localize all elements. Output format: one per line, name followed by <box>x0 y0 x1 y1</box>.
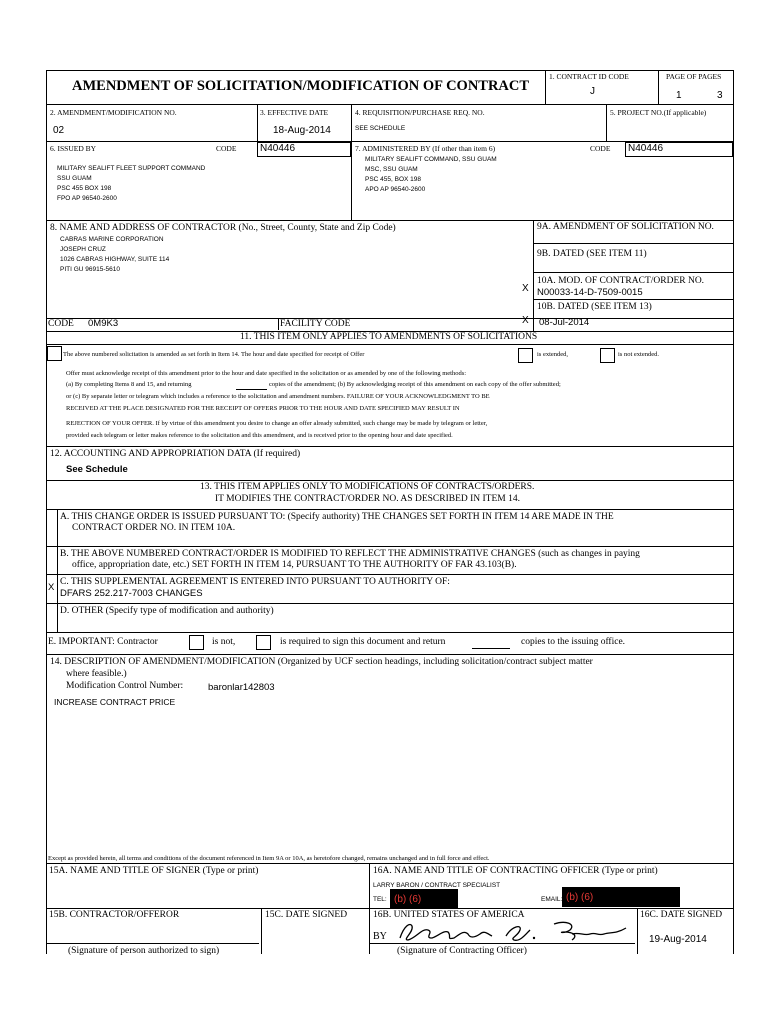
rule <box>46 220 734 221</box>
rule <box>46 344 734 345</box>
address-line: FPO AP 96540-2600 <box>57 195 117 202</box>
rule <box>545 70 546 104</box>
administered-by-code: N40446 <box>625 142 733 157</box>
mod-contract-label: 10A. MOD. OF CONTRACT/ORDER NO. <box>537 276 705 286</box>
section-11-para6: provided each telegram or letter makes reference to the solicitation and this amendment, and is received prior to the opening hour and date specified. <box>66 432 453 439</box>
rule <box>46 654 734 655</box>
rule <box>46 318 734 319</box>
section-11-para3: or (c) By separate letter or telegram which includes a reference to the solicitation and amendment numbers. FAILURE OF YOUR ACKNOWLEDGMENT TO BE <box>66 393 490 400</box>
project-no-label: 5. PROJECT NO.(If applicable) <box>610 108 707 117</box>
section-11-para2a: (a) By completing Items 8 and 15, and returning <box>66 381 192 388</box>
rule <box>46 104 734 105</box>
important-label: E. IMPORTANT: Contractor <box>48 637 158 647</box>
address-line: MILITARY SEALIFT COMMAND, SSU GUAM <box>365 156 497 163</box>
section-11-para5: REJECTION OF YOUR OFFER. If by virtue of this amendment you desire to change an offer already submitted, such change may be made by telegram or letter, <box>66 420 488 427</box>
address-line: 1026 CABRAS HIGHWAY, SUITE 114 <box>60 256 170 263</box>
signature-person-caption: (Signature of person authorized to sign) <box>68 946 220 955</box>
section-13b-line2: office, appropriation date, etc.) SET FORTH IN ITEM 14, PURSUANT TO THE AUTHORITY OF FAR 43.103(B). <box>72 560 517 570</box>
rule <box>261 908 262 954</box>
rule <box>46 603 734 604</box>
officer-date-signed-value: 19-Aug-2014 <box>649 934 707 945</box>
rule <box>533 272 734 273</box>
amendment-no-label: 2. AMENDMENT/MODIFICATION NO. <box>50 108 177 117</box>
accounting-label: 12. ACCOUNTING AND APPROPRIATION DATA (If required) <box>50 449 301 459</box>
is-not-checkbox[interactable] <box>189 635 204 650</box>
section-13a-line1: A. THIS CHANGE ORDER IS ISSUED PURSUANT TO: (Specify authority) THE CHANGES SET FORTH IN ITEM 14 ARE MADE IN THE <box>60 512 614 522</box>
page-number: 1 <box>676 90 682 101</box>
officer-date-signed-label: 16C. DATE SIGNED <box>640 910 723 920</box>
signature-officer-caption: (Signature of Contracting Officer) <box>397 946 527 955</box>
address-line: MSC, SSU GUAM <box>365 166 418 173</box>
is-required-label: is required to sign this document and return <box>280 637 446 647</box>
rule <box>46 446 734 447</box>
contracting-officer-name: LARRY BARON / CONTRACT SPECIALIST <box>373 882 501 889</box>
form-border-left <box>46 70 47 954</box>
rule <box>637 908 638 954</box>
contractor-offeror-label: 15B. CONTRACTOR/OFFEROR <box>49 910 180 920</box>
address-line: SSU GUAM <box>57 175 92 182</box>
address-line: JOSEPH CRUZ <box>60 246 106 253</box>
rule <box>46 632 734 633</box>
mod-control-number: baronlar142803 <box>208 682 275 693</box>
section-13d-line: D. OTHER (Specify type of modification and authority) <box>60 606 274 616</box>
facility-code-label: FACILITY CODE <box>280 319 351 329</box>
requisition-value: SEE SCHEDULE <box>355 125 406 132</box>
section-13c-mark[interactable]: X <box>48 582 55 593</box>
is-required-checkbox[interactable] <box>256 635 271 650</box>
address-line: PSC 455, BOX 198 <box>365 176 422 183</box>
contracting-officer-label: 16A. NAME AND TITLE OF CONTRACTING OFFICER (Type or print) <box>373 866 658 876</box>
address-line: MILITARY SEALIFT FLEET SUPPORT COMMAND <box>57 165 206 172</box>
signer-name-label: 15A. NAME AND TITLE OF SIGNER (Type or print) <box>49 866 259 876</box>
solicitation-amended-checkbox[interactable] <box>47 346 62 361</box>
except-clause: Except as provided herein, all terms and conditions of the document referenced in Item 9A or 10A, as heretofore changed, remains unchanged and in full force and effect. <box>48 855 490 862</box>
copies-blank[interactable] <box>236 389 267 390</box>
dated-9b-label: 9B. DATED (SEE ITEM 11) <box>537 249 647 259</box>
issued-by-address <box>57 164 205 204</box>
not-extended-label: is not extended. <box>618 351 659 358</box>
rule <box>46 509 734 510</box>
accounting-value: See Schedule <box>66 464 128 475</box>
section-11-line1: The above numbered solicitation is amended as set forth in Item 14. The hour and date specified for receipt of Offer <box>63 351 365 358</box>
issued-by-code-label: CODE <box>216 144 237 153</box>
section-11-para4: RECEIVED AT THE PLACE DESIGNATED FOR THE RECEIPT OF OFFERS PRIOR TO THE HOUR AND DATE SPECIFIED MAY RESULT IN <box>66 405 460 412</box>
requisition-label: 4. REQUISITION/PURCHASE REQ. NO. <box>355 108 485 117</box>
modification-description: INCREASE CONTRACT PRICE <box>54 697 176 707</box>
section-11-para2b: copies of the amendment; (b) By acknowledging receipt of this amendment on each copy of the offer submitted; <box>269 381 561 388</box>
code-label: CODE <box>48 319 74 329</box>
dated-10b-value: 08-Jul-2014 <box>539 317 590 328</box>
rule <box>46 863 734 864</box>
tel-redaction <box>390 889 458 908</box>
effective-date-label: 3. EFFECTIVE DATE <box>260 108 329 117</box>
administered-by-address <box>365 155 497 195</box>
amendment-no-value: 02 <box>53 125 65 136</box>
section-13b-line1: B. THE ABOVE NUMBERED CONTRACT/ORDER IS MODIFIED TO REFLECT THE ADMINISTRATIVE CHANGES (such as changes in paying <box>60 549 640 559</box>
extended-checkbox[interactable] <box>518 348 533 363</box>
description-label-cont: where feasible.) <box>66 669 127 679</box>
issued-by-code: N40446 <box>257 142 351 157</box>
section-13c-authority: DFARS 252.217-7003 CHANGES <box>60 588 203 599</box>
issued-by-label: 6. ISSUED BY <box>50 144 97 153</box>
address-line: PITI GU 96915-5610 <box>60 266 120 273</box>
effective-date-value: 18-Aug-2014 <box>273 125 331 136</box>
rule <box>606 104 607 142</box>
rule <box>533 299 734 300</box>
rule <box>46 480 734 481</box>
tel-label: TEL: <box>373 896 387 903</box>
solicitation-amendment-label: 9A. AMENDMENT OF SOLICITATION NO. <box>537 222 714 232</box>
extended-label: is extended, <box>537 351 569 358</box>
mod-control-label: Modification Control Number: <box>66 681 184 691</box>
section-13a-line2: CONTRACT ORDER NO. IN ITEM 10A. <box>72 523 236 533</box>
email-label: EMAIL: <box>541 896 563 903</box>
rule <box>46 546 734 547</box>
form-border-top <box>46 70 734 71</box>
by-label: BY <box>373 931 387 942</box>
contractor-label: 8. NAME AND ADDRESS OF CONTRACTOR (No., Street, County, State and Zip Code) <box>50 223 396 233</box>
rule <box>257 104 258 142</box>
rule <box>46 574 734 575</box>
rule <box>46 908 734 909</box>
not-extended-checkbox[interactable] <box>600 348 615 363</box>
copies-issuing-office-label: copies to the issuing office. <box>521 637 626 647</box>
contract-id-value: J <box>590 86 595 97</box>
dated-10b-label: 10B. DATED (SEE ITEM 13) <box>537 302 652 312</box>
contracting-officer-signature <box>394 916 634 946</box>
contract-id-label: 1. CONTRACT ID CODE <box>549 72 629 81</box>
rule <box>351 104 352 220</box>
rule <box>46 943 259 944</box>
dated-10b-mark: X <box>522 315 529 326</box>
contractor-date-signed-label: 15C. DATE SIGNED <box>265 910 348 920</box>
address-line: APO AP 96540-2600 <box>365 186 426 193</box>
section-13c-line1: C. THIS SUPPLEMENTAL AGREEMENT IS ENTERED INTO PURSUANT TO AUTHORITY OF: <box>60 577 450 587</box>
address-line: CABRAS MARINE CORPORATION <box>60 236 164 243</box>
is-not-label: is not, <box>212 637 236 647</box>
united-states-label: 16B. UNITED STATES OF AMERICA <box>373 910 525 920</box>
description-label: 14. DESCRIPTION OF AMENDMENT/MODIFICATION (Organized by UCF section headings, including solicitation/contract subject matter <box>50 657 593 667</box>
section-13-title-1: 13. THIS ITEM APPLIES ONLY TO MODIFICATIONS OF CONTRACTS/ORDERS. <box>200 482 535 492</box>
redaction-code: (b) (6) <box>566 892 594 903</box>
mod-contract-mark: X <box>522 283 529 294</box>
rule <box>533 243 734 244</box>
administered-by-code-label: CODE <box>590 144 611 153</box>
redaction-code: (b) (6) <box>394 894 422 905</box>
rule <box>658 70 659 104</box>
mod-contract-value: N00033-14-D-7509-0015 <box>537 287 643 298</box>
administered-by-label: 7. ADMINISTERED BY (If other than item 6) <box>355 144 496 153</box>
code-value: 0M9K3 <box>88 318 119 329</box>
address-line: PSC 455 BOX 198 <box>57 185 112 192</box>
rule <box>533 220 534 331</box>
section-11-title: 11. THIS ITEM ONLY APPLIES TO AMENDMENTS OF SOLICITATIONS <box>240 332 538 342</box>
section-11-para1: Offer must acknowledge receipt of this amendment prior to the hour and date specified in the solicitation or as amended by one of the following methods: <box>66 370 467 377</box>
email-redaction <box>562 887 680 907</box>
form-border-right <box>733 70 734 954</box>
section-13-title-2: IT MODIFIES THE CONTRACT/ORDER NO. AS DESCRIBED IN ITEM 14. <box>215 494 520 504</box>
copies-count-blank[interactable] <box>472 648 510 649</box>
form-title: AMENDMENT OF SOLICITATION/MODIFICATION OF CONTRACT <box>72 78 530 94</box>
page-of-pages-label: PAGE OF PAGES <box>666 72 722 81</box>
rule <box>57 509 58 632</box>
page-total: 3 <box>717 90 723 101</box>
contractor-address <box>60 235 169 275</box>
